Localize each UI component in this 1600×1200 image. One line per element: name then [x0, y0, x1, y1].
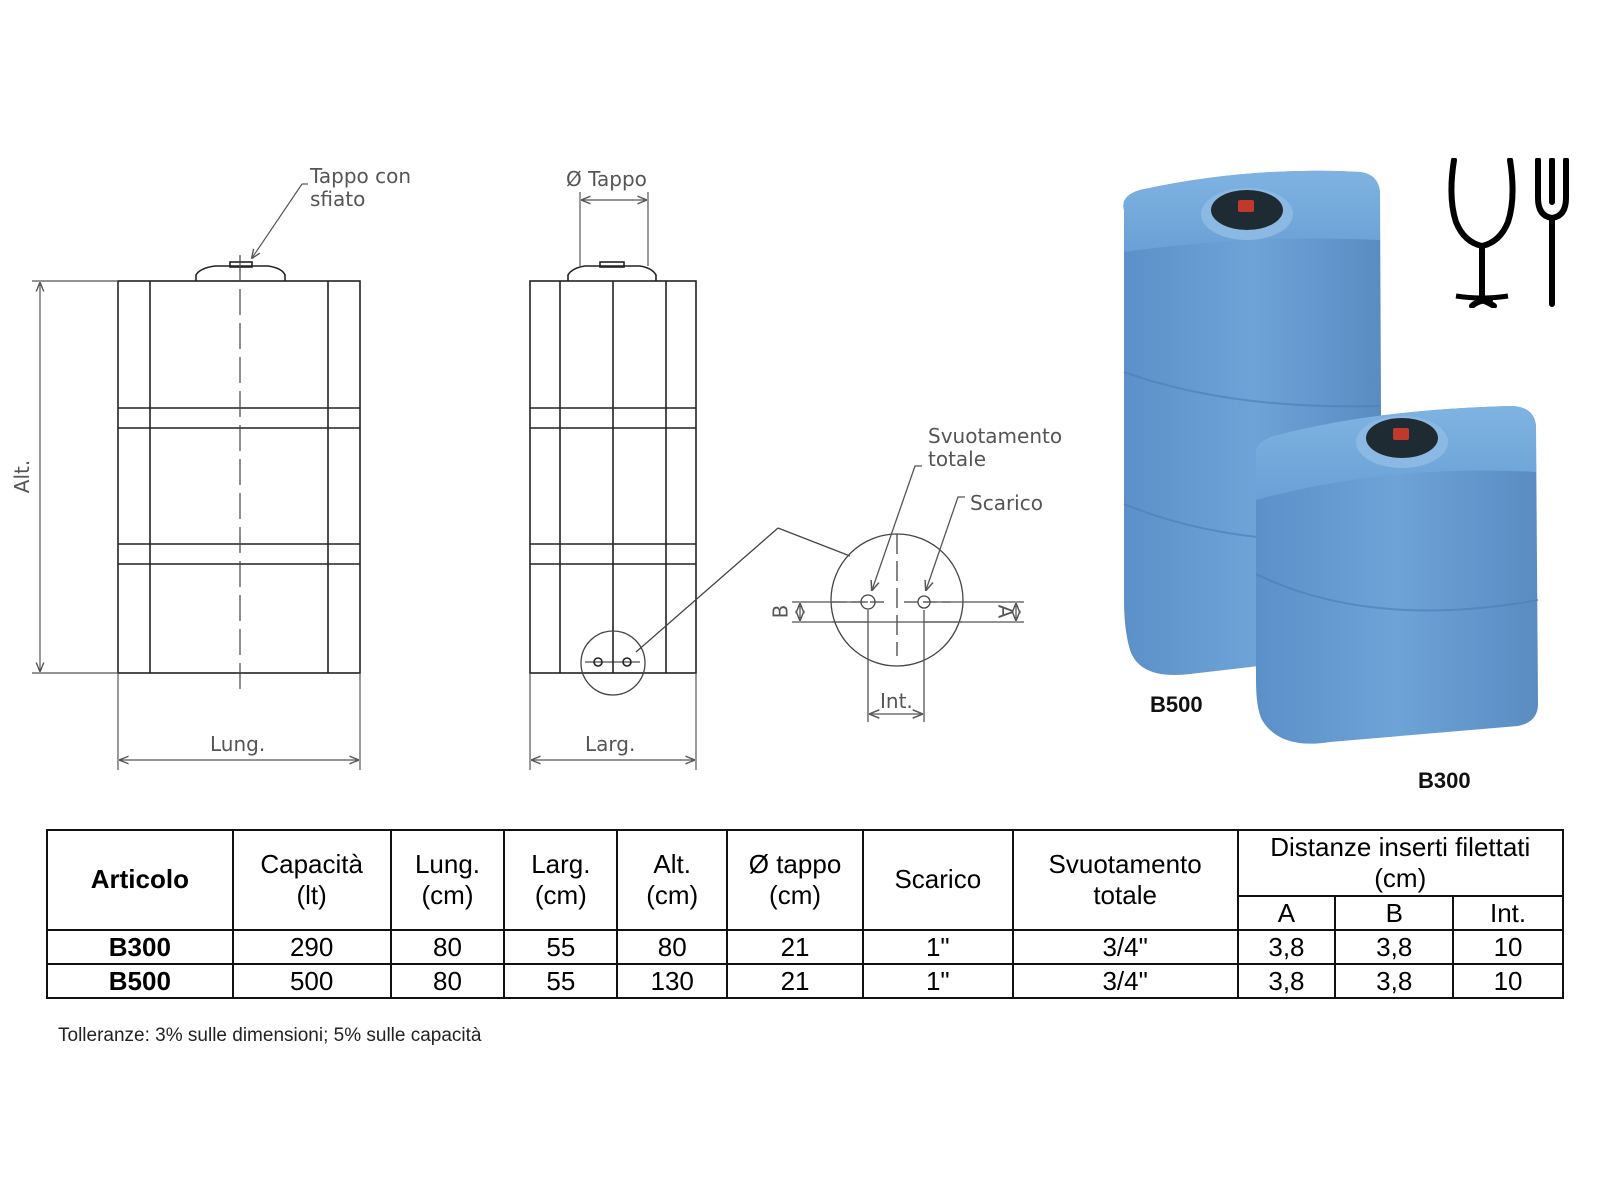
dimension-lines [32, 184, 696, 770]
cell-articolo: B500 [47, 964, 233, 998]
cell-tappo: 21 [727, 930, 863, 964]
header-larg: Larg. (cm) [504, 830, 617, 930]
header-int: Int. [1453, 896, 1563, 930]
cell-lung: 80 [391, 930, 505, 964]
cell-alt: 80 [617, 930, 727, 964]
spec-table [46, 829, 1564, 999]
cell-lung: 80 [391, 964, 505, 998]
b300-tank [1255, 406, 1538, 744]
table-row [47, 930, 1563, 964]
height-label: Alt. [10, 459, 35, 494]
header-capacita: Capacità (lt) [233, 830, 391, 930]
cell-int: 10 [1453, 964, 1563, 998]
technical-drawing [0, 0, 1100, 800]
cell-alt: 130 [617, 964, 727, 998]
drain-detail [636, 466, 1024, 722]
front-view-tank [118, 255, 360, 690]
glass-and-fork-icon [1442, 158, 1592, 308]
cell-svuotamento: 3/4" [1013, 964, 1238, 998]
header-articolo: Articolo [47, 830, 233, 930]
cell-svuotamento: 3/4" [1013, 930, 1238, 964]
header-lung: Lung. (cm) [391, 830, 505, 930]
header-a: A [1238, 896, 1336, 930]
cell-articolo: B300 [47, 930, 233, 964]
cell-b: 3,8 [1335, 930, 1453, 964]
table-row [47, 964, 1563, 998]
outlet-label: Scarico [970, 491, 1043, 515]
cell-a: 3,8 [1238, 964, 1336, 998]
cap-vent-label-line2: sfiato [310, 187, 366, 211]
header-alt: Alt. (cm) [617, 830, 727, 930]
width-label: Larg. [585, 732, 636, 756]
b300-label: B300 [1418, 768, 1471, 793]
cell-scarico: 1" [863, 964, 1013, 998]
cell-b: 3,8 [1335, 964, 1453, 998]
cap-diameter-label: Ø Tappo [566, 167, 647, 191]
b500-label: B500 [1150, 692, 1203, 717]
side-view-tank [530, 262, 696, 695]
dim-b-label: B [768, 604, 793, 619]
tolerance-note: Tolleranze: 3% sulle dimensioni; 5% sulle capacità [58, 1025, 482, 1046]
drain-total-label [928, 425, 1062, 471]
cell-tappo: 21 [727, 964, 863, 998]
length-label: Lung. [210, 732, 266, 756]
cell-a: 3,8 [1238, 930, 1336, 964]
cell-scarico: 1" [863, 930, 1013, 964]
dim-int-label: Int. [880, 689, 913, 713]
cell-larg: 55 [504, 964, 617, 998]
cell-int: 10 [1453, 930, 1563, 964]
cap-vent-label [310, 165, 411, 211]
dim-a-label: A [993, 604, 1018, 619]
cap-vent-label-line1: Tappo con [310, 164, 412, 188]
cell-larg: 55 [504, 930, 617, 964]
header-tappo: Ø tappo (cm) [727, 830, 863, 930]
cell-capacita: 500 [233, 964, 391, 998]
drain-total-label-line1: Svuotamento [928, 424, 1063, 448]
drain-total-label-line2: totale [928, 447, 987, 471]
header-b: B [1335, 896, 1453, 930]
header-distanze: Distanze inserti filettati (cm) [1238, 830, 1563, 896]
header-scarico: Scarico [863, 830, 1013, 930]
header-svuotamento: Svuotamento totale [1013, 830, 1238, 930]
cell-capacita: 290 [233, 930, 391, 964]
